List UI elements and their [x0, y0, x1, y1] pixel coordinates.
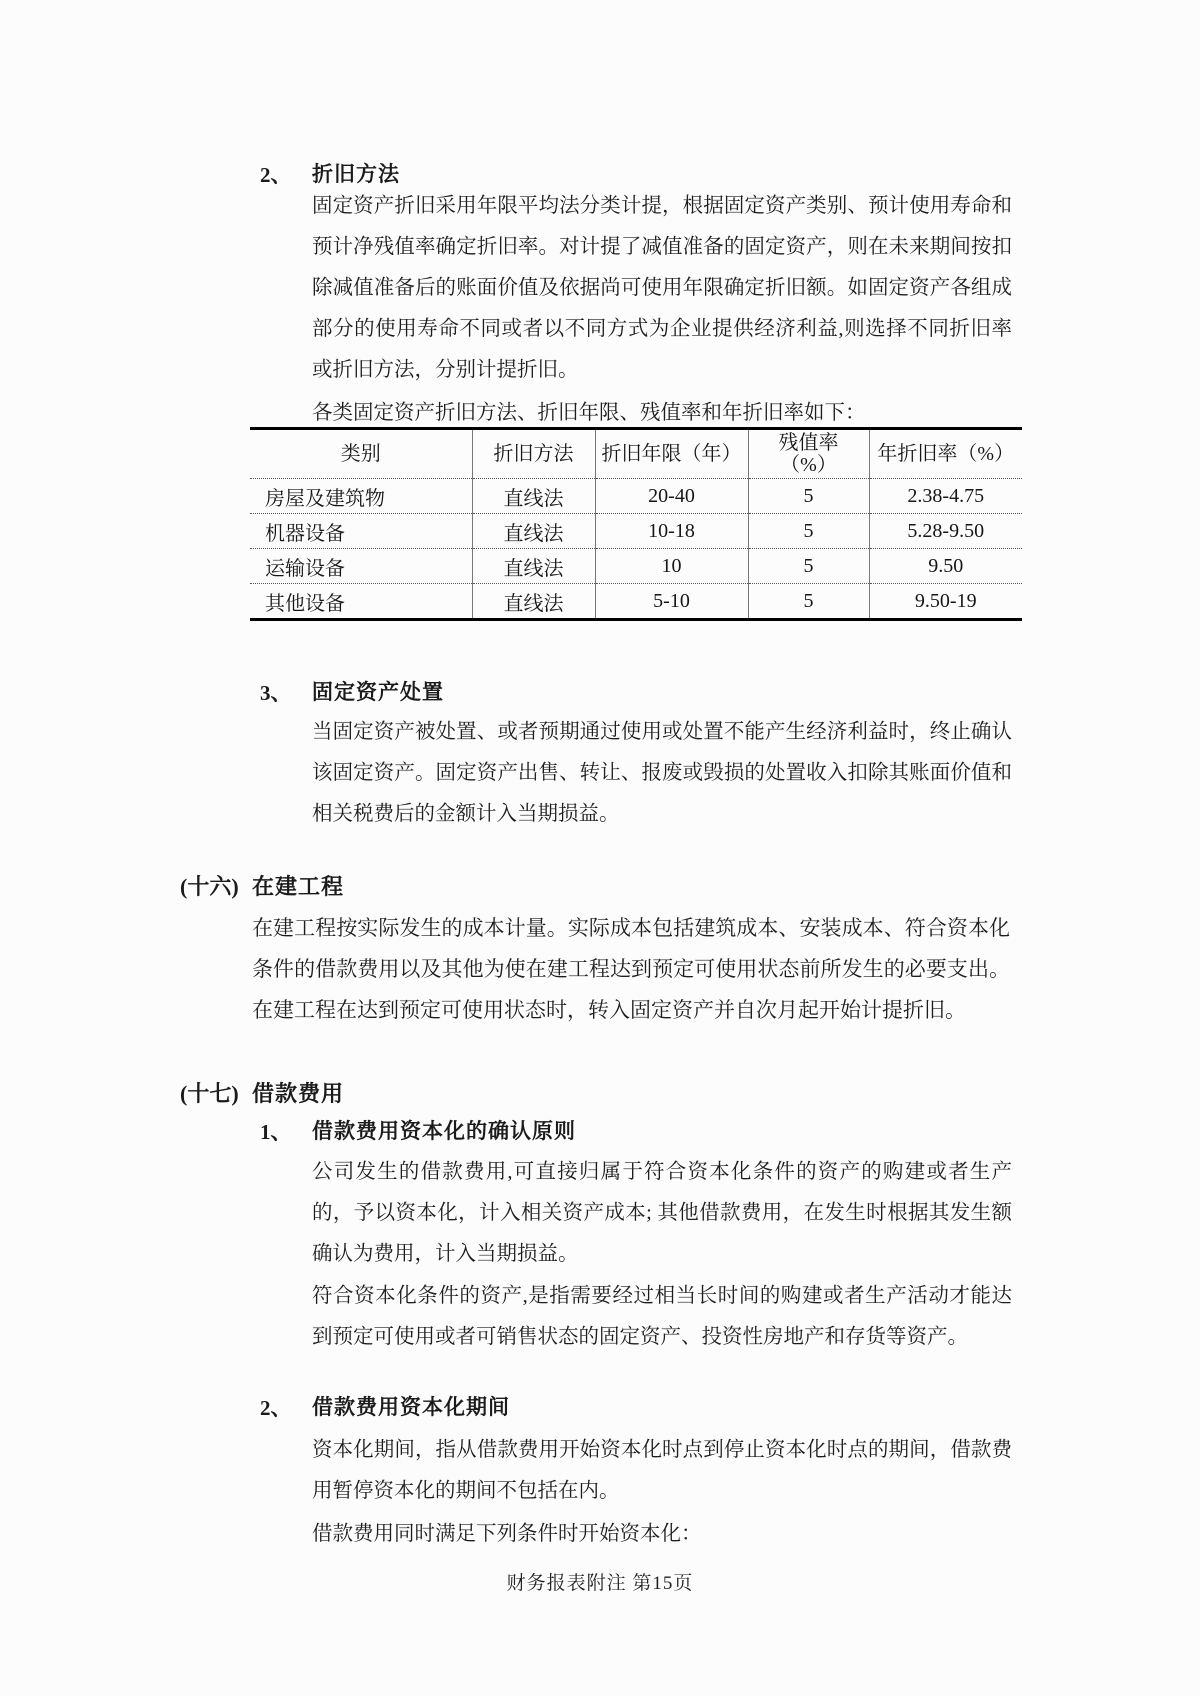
- table-row: [250, 479, 1022, 514]
- capitalization-condition-line: 借款费用同时满足下列条件时开始资本化：: [312, 1523, 702, 1545]
- section-title: 借款费用资本化的确认原则: [312, 1120, 576, 1143]
- table-row: [250, 514, 1022, 549]
- subsection-capitalization-period-heading: [260, 1393, 1000, 1423]
- cell-method: 直线法: [472, 514, 595, 549]
- section-title: 借款费用资本化期间: [312, 1396, 510, 1419]
- section-title: 固定资产处置: [312, 681, 444, 704]
- table-header-row: [250, 429, 1022, 479]
- cell-residual: 5: [748, 549, 869, 584]
- depreciation-table-intro: 各类固定资产折旧方法、折旧年限、残值率和年折旧率如下：: [312, 402, 866, 424]
- cell-category: 机器设备: [250, 514, 472, 549]
- header-years: 折旧年限（年）: [595, 429, 748, 479]
- section-number: 3、: [260, 681, 292, 705]
- cell-years: 20-40: [595, 479, 748, 514]
- section-construction-in-progress-heading: [180, 872, 1040, 902]
- section-number: 1、: [260, 1120, 292, 1144]
- subsection-capitalization-principle-heading: [260, 1117, 1000, 1147]
- header-residual-line2: （%）: [780, 454, 837, 476]
- header-residual-line1: 残值率: [778, 432, 839, 454]
- section-number: (十七): [180, 1081, 239, 1106]
- header-annual-rate: 年折旧率（%）: [869, 429, 1022, 479]
- capitalization-period-paragraph: 资本化期间，指从借款费用开始资本化时点到停止资本化时点的期间，借款费用暂停资本化的期间不包括在内。: [312, 1439, 1012, 1502]
- cell-annual: 2.38-4.75: [869, 479, 1022, 514]
- cell-years: 10: [595, 549, 748, 584]
- cell-method: 直线法: [472, 549, 595, 584]
- cell-residual: 5: [748, 514, 869, 549]
- cell-annual: 5.28-9.50: [869, 514, 1022, 549]
- section-title: 在建工程: [252, 874, 345, 899]
- cell-annual: 9.50: [869, 549, 1022, 584]
- cell-category: 运输设备: [250, 549, 472, 584]
- cell-years: 10-18: [595, 514, 748, 549]
- section-number: 2、: [260, 163, 292, 187]
- section-title: 折旧方法: [312, 163, 400, 186]
- section-title: 借款费用: [252, 1081, 345, 1106]
- cell-method: 直线法: [472, 479, 595, 514]
- section-number: 2、: [260, 1396, 292, 1420]
- depreciation-table: [250, 427, 1022, 621]
- section-number: (十六): [180, 874, 239, 899]
- cell-category: 其他设备: [250, 584, 472, 620]
- header-method: 折旧方法: [472, 429, 595, 479]
- fixed-asset-disposal-paragraph: 当固定资产被处置、或者预期通过使用或处置不能产生经济利益时，终止确认该固定资产。固定资产出售、转让、报废或毁损的处置收入扣除其账面价值和相关税费后的金额计入当期损益。: [312, 721, 1012, 825]
- header-category: 类别: [340, 442, 381, 465]
- cell-residual: 5: [748, 584, 869, 620]
- section-fixed-asset-disposal-heading: [260, 678, 1000, 708]
- page-footer: 财务报表附注 第15页: [506, 1573, 694, 1594]
- capitalization-principle-paragraph-1: 公司发生的借款费用,可直接归属于符合资本化条件的资产的购建或者生产的，予以资本化，计入相关资产成本; 其他借款费用，在发生时根据其发生额确认为费用，计入当期损益。: [312, 1161, 1012, 1265]
- cell-years: 5-10: [595, 584, 748, 620]
- section-borrowing-costs-heading: [180, 1079, 1040, 1109]
- header-residual-rate: [748, 429, 869, 479]
- cell-method: 直线法: [472, 584, 595, 620]
- table-row: [250, 549, 1022, 584]
- cell-annual: 9.50-19: [869, 584, 1022, 620]
- construction-in-progress-paragraph: 在建工程按实际发生的成本计量。实际成本包括建筑成本、安装成本、符合资本化条件的借款费用以及其他为使在建工程达到预定可使用状态前所发生的必要支出。在建工程在达到预定可使用状态时，转入固定资产并自次月起开始计提折旧。: [252, 916, 1010, 1022]
- cell-residual: 5: [748, 479, 869, 514]
- table-row: [250, 584, 1022, 620]
- depreciation-method-paragraph: 固定资产折旧采用年限平均法分类计提，根据固定资产类别、预计使用寿命和预计净残值率确定折旧率。对计提了减值准备的固定资产，则在未来期间按扣除减值准备后的账面价值及依据尚可使用年限确定折旧额。如固定资产各组成部分的使用寿命不同或者以不同方式为企业提供经济利益,则选择不同折旧率或折旧方法，分别计提折旧。: [312, 195, 1012, 381]
- capitalization-principle-paragraph-2: 符合资本化条件的资产,是指需要经过相当长时间的购建或者生产活动才能达到预定可使用或者可销售状态的固定资产、投资性房地产和存货等资产。: [312, 1285, 1012, 1348]
- cell-category: 房屋及建筑物: [250, 479, 472, 514]
